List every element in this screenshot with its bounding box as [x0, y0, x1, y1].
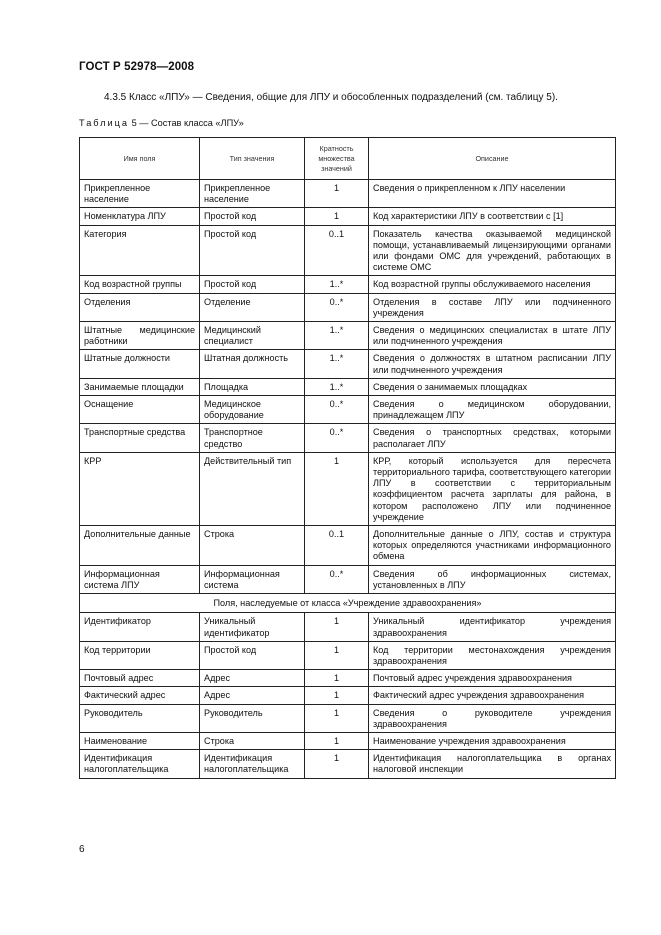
column-header-description: Описание [369, 138, 616, 180]
description-cell: Фактический адрес учреждения здравоохранения [369, 687, 616, 704]
description-cell: Отделения в составе ЛПУ или подчиненного учреждения [369, 293, 616, 321]
field-name-cell: КРР [80, 452, 200, 525]
field-name-cell: Транспортные средства [80, 424, 200, 452]
field-name-cell: Руководитель [80, 704, 200, 732]
table-row [80, 750, 616, 778]
table-row [80, 732, 616, 749]
field-name-cell: Отделения [80, 293, 200, 321]
value-type-cell: Медицинский специалист [200, 322, 305, 350]
field-name-cell: Прикрепленное население [80, 180, 200, 208]
value-type-cell: Строка [200, 526, 305, 566]
table-body [80, 180, 616, 779]
table-row [80, 378, 616, 395]
multiplicity-cell: 1 [305, 687, 369, 704]
class-composition-table [79, 137, 616, 779]
multiplicity-cell: 0..* [305, 424, 369, 452]
table-caption-label: Таблица [79, 118, 130, 128]
table-row [80, 322, 616, 350]
column-header-value-type: Тип значения [200, 138, 305, 180]
inherited-fields-heading: Поля, наследуемые от класса «Учреждение здравоохранения» [80, 594, 616, 613]
field-name-cell: Категория [80, 225, 200, 276]
description-cell: Идентификация налогоплательщика в органах налоговой инспекции [369, 750, 616, 778]
value-type-cell: Простой код [200, 641, 305, 669]
value-type-cell: Площадка [200, 378, 305, 395]
table-row [80, 565, 616, 593]
multiplicity-cell: 1 [305, 670, 369, 687]
inherited-fields-row [80, 594, 616, 613]
table-row [80, 424, 616, 452]
multiplicity-cell: 1 [305, 180, 369, 208]
description-cell: Сведения о транспортных средствах, которыми располагает ЛПУ [369, 424, 616, 452]
description-cell: Сведения об информационных системах, установленных в ЛПУ [369, 565, 616, 593]
description-cell: КРР, который используется для пересчета территориального тарифа, соответствующего категории ЛПУ в соответствии с территориальным коэффициентом расчета зарплаты для района, в котором расположено ЛПУ или подчиненное учреждение [369, 452, 616, 525]
table-caption [79, 118, 244, 128]
value-type-cell: Информационная система [200, 565, 305, 593]
value-type-cell: Транспортное средство [200, 424, 305, 452]
multiplicity-cell: 0..* [305, 565, 369, 593]
description-cell: Показатель качества оказываемой медицинской помощи, устанавливаемый лицензирующими органами или фондами ОМС для учреждений, работающих в системе ОМС [369, 225, 616, 276]
field-name-cell: Код возрастной группы [80, 276, 200, 293]
description-cell: Сведения о занимаемых площадках [369, 378, 616, 395]
description-cell: Почтовый адрес учреждения здравоохранения [369, 670, 616, 687]
value-type-cell: Адрес [200, 687, 305, 704]
table-row [80, 276, 616, 293]
description-cell: Сведения о руководителе учреждения здравоохранения [369, 704, 616, 732]
table-row [80, 452, 616, 525]
table-row [80, 687, 616, 704]
field-name-cell: Фактический адрес [80, 687, 200, 704]
field-name-cell: Занимаемые площадки [80, 378, 200, 395]
field-name-cell: Штатные должности [80, 350, 200, 378]
description-cell: Сведения о медицинском оборудовании, принадлежащем ЛПУ [369, 396, 616, 424]
table-caption-text: 5 — Состав класса «ЛПУ» [131, 118, 244, 128]
value-type-cell: Строка [200, 732, 305, 749]
multiplicity-cell: 1 [305, 208, 369, 225]
value-type-cell: Руководитель [200, 704, 305, 732]
page-number: 6 [79, 844, 85, 855]
table-row [80, 526, 616, 566]
multiplicity-cell: 1 [305, 613, 369, 641]
description-cell: Сведения о медицинских специалистах в штате ЛПУ или подчиненного учреждения [369, 322, 616, 350]
description-cell: Код возрастной группы обслуживаемого населения [369, 276, 616, 293]
value-type-cell: Уникальный идентификатор [200, 613, 305, 641]
multiplicity-cell: 0..1 [305, 526, 369, 566]
table-row [80, 613, 616, 641]
column-header-field-name: Имя поля [80, 138, 200, 180]
multiplicity-cell: 0..* [305, 293, 369, 321]
field-name-cell: Дополнительные данные [80, 526, 200, 566]
table-row [80, 396, 616, 424]
table-row [80, 641, 616, 669]
field-name-cell: Штатные медицинские работники [80, 322, 200, 350]
multiplicity-cell: 1 [305, 641, 369, 669]
description-cell: Сведения о прикрепленном к ЛПУ населении [369, 180, 616, 208]
multiplicity-cell: 1..* [305, 276, 369, 293]
multiplicity-cell: 1 [305, 452, 369, 525]
field-name-cell: Идентификатор [80, 613, 200, 641]
multiplicity-cell: 1 [305, 732, 369, 749]
description-cell: Уникальный идентификатор учреждения здравоохранения [369, 613, 616, 641]
description-cell: Дополнительные данные о ЛПУ, состав и структура которых определяются участниками информационного обмена [369, 526, 616, 566]
table-header-row [80, 138, 616, 180]
value-type-cell: Идентификация налогоплательщика [200, 750, 305, 778]
value-type-cell: Прикрепленное население [200, 180, 305, 208]
value-type-cell: Штатная должность [200, 350, 305, 378]
table-row [80, 225, 616, 276]
multiplicity-cell: 0..1 [305, 225, 369, 276]
description-cell: Наименование учреждения здравоохранения [369, 732, 616, 749]
description-cell: Сведения о должностях в штатном расписании ЛПУ или подчиненного учреждения [369, 350, 616, 378]
multiplicity-cell: 1..* [305, 350, 369, 378]
multiplicity-cell: 1 [305, 750, 369, 778]
table-row [80, 208, 616, 225]
multiplicity-cell: 1..* [305, 322, 369, 350]
value-type-cell: Простой код [200, 225, 305, 276]
table-row [80, 704, 616, 732]
field-name-cell: Номенклатура ЛПУ [80, 208, 200, 225]
field-name-cell: Оснащение [80, 396, 200, 424]
field-name-cell: Наименование [80, 732, 200, 749]
value-type-cell: Отделение [200, 293, 305, 321]
field-name-cell: Почтовый адрес [80, 670, 200, 687]
field-name-cell: Код территории [80, 641, 200, 669]
column-header-multiplicity: Кратность множества значений [305, 138, 369, 180]
table-row [80, 293, 616, 321]
description-cell: Код характеристики ЛПУ в соответствии с [1] [369, 208, 616, 225]
multiplicity-cell: 1 [305, 704, 369, 732]
multiplicity-cell: 1..* [305, 378, 369, 395]
table-row [80, 350, 616, 378]
value-type-cell: Простой код [200, 208, 305, 225]
section-intro: 4.3.5 Класс «ЛПУ» — Сведения, общие для ЛПУ и обособленных подразделений (см. таблицу 5). [104, 92, 558, 103]
field-name-cell: Информационная система ЛПУ [80, 565, 200, 593]
value-type-cell: Медицинское оборудование [200, 396, 305, 424]
value-type-cell: Адрес [200, 670, 305, 687]
description-cell: Код территории местонахождения учреждения здравоохранения [369, 641, 616, 669]
table-row [80, 180, 616, 208]
document-header: ГОСТ Р 52978—2008 [79, 61, 195, 73]
value-type-cell: Действительный тип [200, 452, 305, 525]
value-type-cell: Простой код [200, 276, 305, 293]
table-row [80, 670, 616, 687]
multiplicity-cell: 0..* [305, 396, 369, 424]
field-name-cell: Идентификация налогоплательщика [80, 750, 200, 778]
